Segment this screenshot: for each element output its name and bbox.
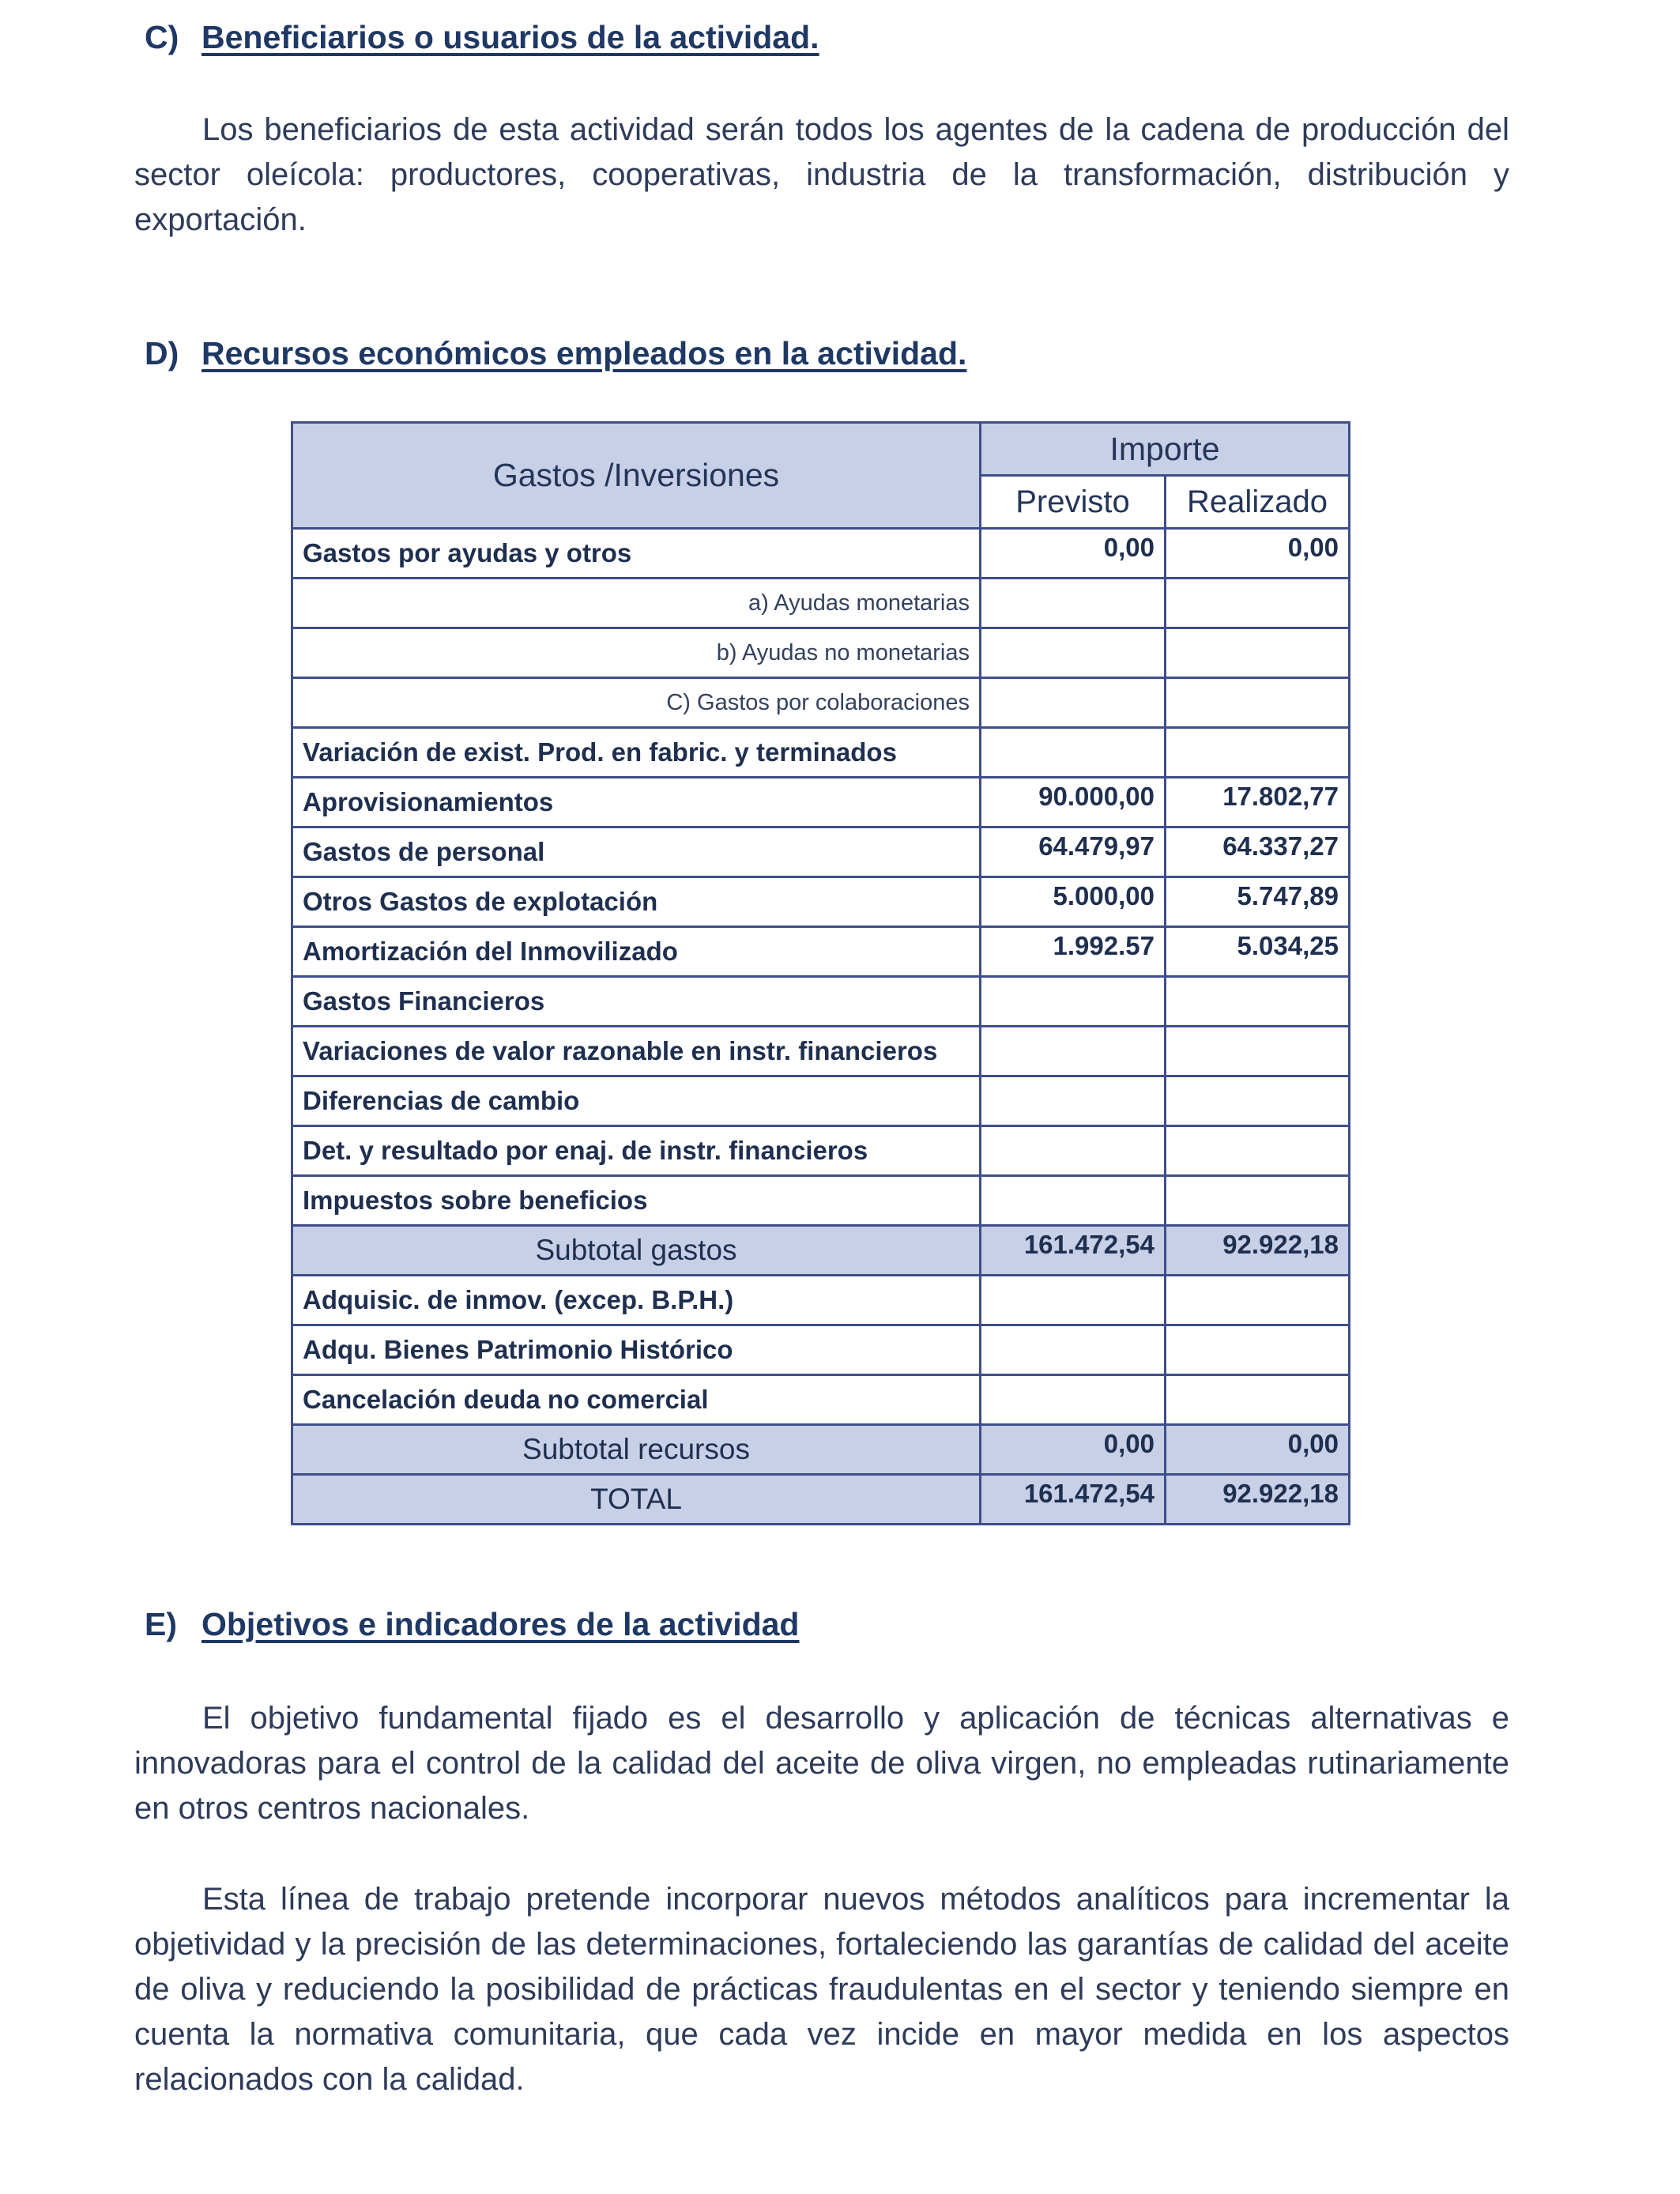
row-label: Diferencias de cambio: [292, 1076, 981, 1126]
row-realizado: [1166, 1325, 1350, 1375]
row-realizado: [1166, 1276, 1350, 1325]
row-realizado: [1166, 1176, 1350, 1226]
row-label: Det. y resultado por enaj. de instr. financieros: [292, 1126, 981, 1176]
row-previsto: 0,00: [981, 529, 1166, 579]
row-realizado: 0,00: [1166, 529, 1350, 579]
row-label: Gastos por ayudas y otros: [292, 529, 981, 579]
row-label: Gastos Financieros: [292, 977, 981, 1027]
row-realizado: 64.337,27: [1166, 827, 1350, 877]
row-label: Subtotal recursos: [292, 1425, 981, 1475]
section-c-title: Beneficiarios o usuarios de la actividad.: [202, 19, 819, 55]
header-importe: Importe: [981, 423, 1350, 476]
row-realizado: [1166, 628, 1350, 678]
row-previsto: [981, 1325, 1166, 1375]
table-row: [292, 1076, 1350, 1126]
table-row: [292, 529, 1350, 579]
expenses-table: [291, 421, 1350, 1525]
row-previsto: [981, 1276, 1166, 1325]
section-e-letter: E): [145, 1606, 177, 1642]
row-previsto: [981, 678, 1166, 728]
row-label: Otros Gastos de explotación: [292, 877, 981, 927]
row-label: b) Ayudas no monetarias: [292, 628, 981, 678]
table-row: [292, 579, 1350, 628]
table-row: [292, 977, 1350, 1027]
row-realizado: [1166, 579, 1350, 628]
row-previsto: 161.472,54: [981, 1226, 1166, 1276]
row-label: Variación de exist. Prod. en fabric. y terminados: [292, 728, 981, 778]
table-row: [292, 1176, 1350, 1226]
row-previsto: [981, 1027, 1166, 1076]
row-previsto: 0,00: [981, 1425, 1166, 1475]
header-gastos-inversiones: Gastos /Inversiones: [292, 423, 981, 529]
subtotal-recursos-row: [292, 1425, 1350, 1475]
row-previsto: [981, 1176, 1166, 1226]
section-e-paragraph-1: El objetivo fundamental fijado es el desarrollo y aplicación de técnicas alternativas e innovadoras para el control de la calidad del aceite de oliva virgen, no empleadas rutinariamente en otros centros nacionales.: [134, 1701, 1509, 1826]
row-label: C) Gastos por colaboraciones: [292, 678, 981, 728]
section-d-title: Recursos económicos empleados en la actividad.: [202, 335, 967, 371]
row-realizado: [1166, 1027, 1350, 1076]
table-row: [292, 728, 1350, 778]
row-label: Subtotal gastos: [292, 1226, 981, 1276]
row-realizado: [1166, 1126, 1350, 1176]
row-previsto: [981, 628, 1166, 678]
row-previsto: [981, 1375, 1166, 1425]
row-label: Impuestos sobre beneficios: [292, 1176, 981, 1226]
row-realizado: 92.922,18: [1166, 1226, 1350, 1276]
row-label: TOTAL: [292, 1475, 981, 1525]
row-realizado: 0,00: [1166, 1425, 1350, 1475]
row-realizado: 5.034,25: [1166, 927, 1350, 977]
row-previsto: [981, 977, 1166, 1027]
row-previsto: [981, 728, 1166, 778]
table-row: [292, 1325, 1350, 1375]
section-d-heading: [145, 335, 966, 372]
table-row: [292, 628, 1350, 678]
row-realizado: 17.802,77: [1166, 778, 1350, 827]
row-label: Aprovisionamientos: [292, 778, 981, 827]
table-row: [292, 1027, 1350, 1076]
row-label: Amortización del Inmovilizado: [292, 927, 981, 977]
row-previsto: 1.992.57: [981, 927, 1166, 977]
row-previsto: 90.000,00: [981, 778, 1166, 827]
section-e-paragraph-2: Esta línea de trabajo pretende incorporar nuevos métodos analíticos para incrementar la objetividad y la precisión de las determinaciones, fortaleciendo las garantías de calidad del aceite de oliva y reduciendo la posibilidad de prácticas fraudulentas en el sector y teniendo siempre en cuenta la normativa comunitaria, que cada vez incide en mayor medida en los aspectos relacionados con la calidad.: [134, 1882, 1509, 2097]
row-realizado: [1166, 678, 1350, 728]
row-label: Adqu. Bienes Patrimonio Histórico: [292, 1325, 981, 1375]
section-c-heading: [145, 19, 819, 56]
row-realizado: [1166, 1076, 1350, 1126]
row-label: Variaciones de valor razonable en instr. financieros: [292, 1027, 981, 1076]
section-c-letter: C): [145, 19, 179, 55]
section-e-heading: [145, 1606, 799, 1643]
table-header-row: [292, 423, 1350, 476]
row-realizado: [1166, 1375, 1350, 1425]
section-e-title: Objetivos e indicadores de la actividad: [202, 1606, 800, 1642]
table-row: [292, 1276, 1350, 1325]
row-previsto: [981, 1076, 1166, 1126]
row-label: Cancelación deuda no comercial: [292, 1375, 981, 1425]
row-realizado: [1166, 977, 1350, 1027]
table-row: [292, 678, 1350, 728]
header-realizado: Realizado: [1166, 476, 1350, 529]
row-realizado: 92.922,18: [1166, 1475, 1350, 1525]
table-row: [292, 1375, 1350, 1425]
table-row: [292, 927, 1350, 977]
table-row: [292, 1126, 1350, 1176]
row-previsto: 64.479,97: [981, 827, 1166, 877]
subtotal-gastos-row: [292, 1226, 1350, 1276]
row-label: Gastos de personal: [292, 827, 981, 877]
row-previsto: [981, 579, 1166, 628]
row-label: a) Ayudas monetarias: [292, 579, 981, 628]
row-realizado: 5.747,89: [1166, 877, 1350, 927]
total-row: [292, 1475, 1350, 1525]
row-label: Adquisic. de inmov. (excep. B.P.H.): [292, 1276, 981, 1325]
table-row: [292, 827, 1350, 877]
table-row: [292, 778, 1350, 827]
header-previsto: Previsto: [981, 476, 1166, 529]
section-c-paragraph: Los beneficiarios de esta actividad serán todos los agentes de la cadena de producción del sector oleícola: productores, cooperativas, industria de la transformación, distribución y exportación.: [134, 112, 1509, 237]
table-row: [292, 877, 1350, 927]
row-previsto: 161.472,54: [981, 1475, 1166, 1525]
section-d-letter: D): [145, 335, 179, 371]
row-realizado: [1166, 728, 1350, 778]
row-previsto: [981, 1126, 1166, 1176]
row-previsto: 5.000,00: [981, 877, 1166, 927]
